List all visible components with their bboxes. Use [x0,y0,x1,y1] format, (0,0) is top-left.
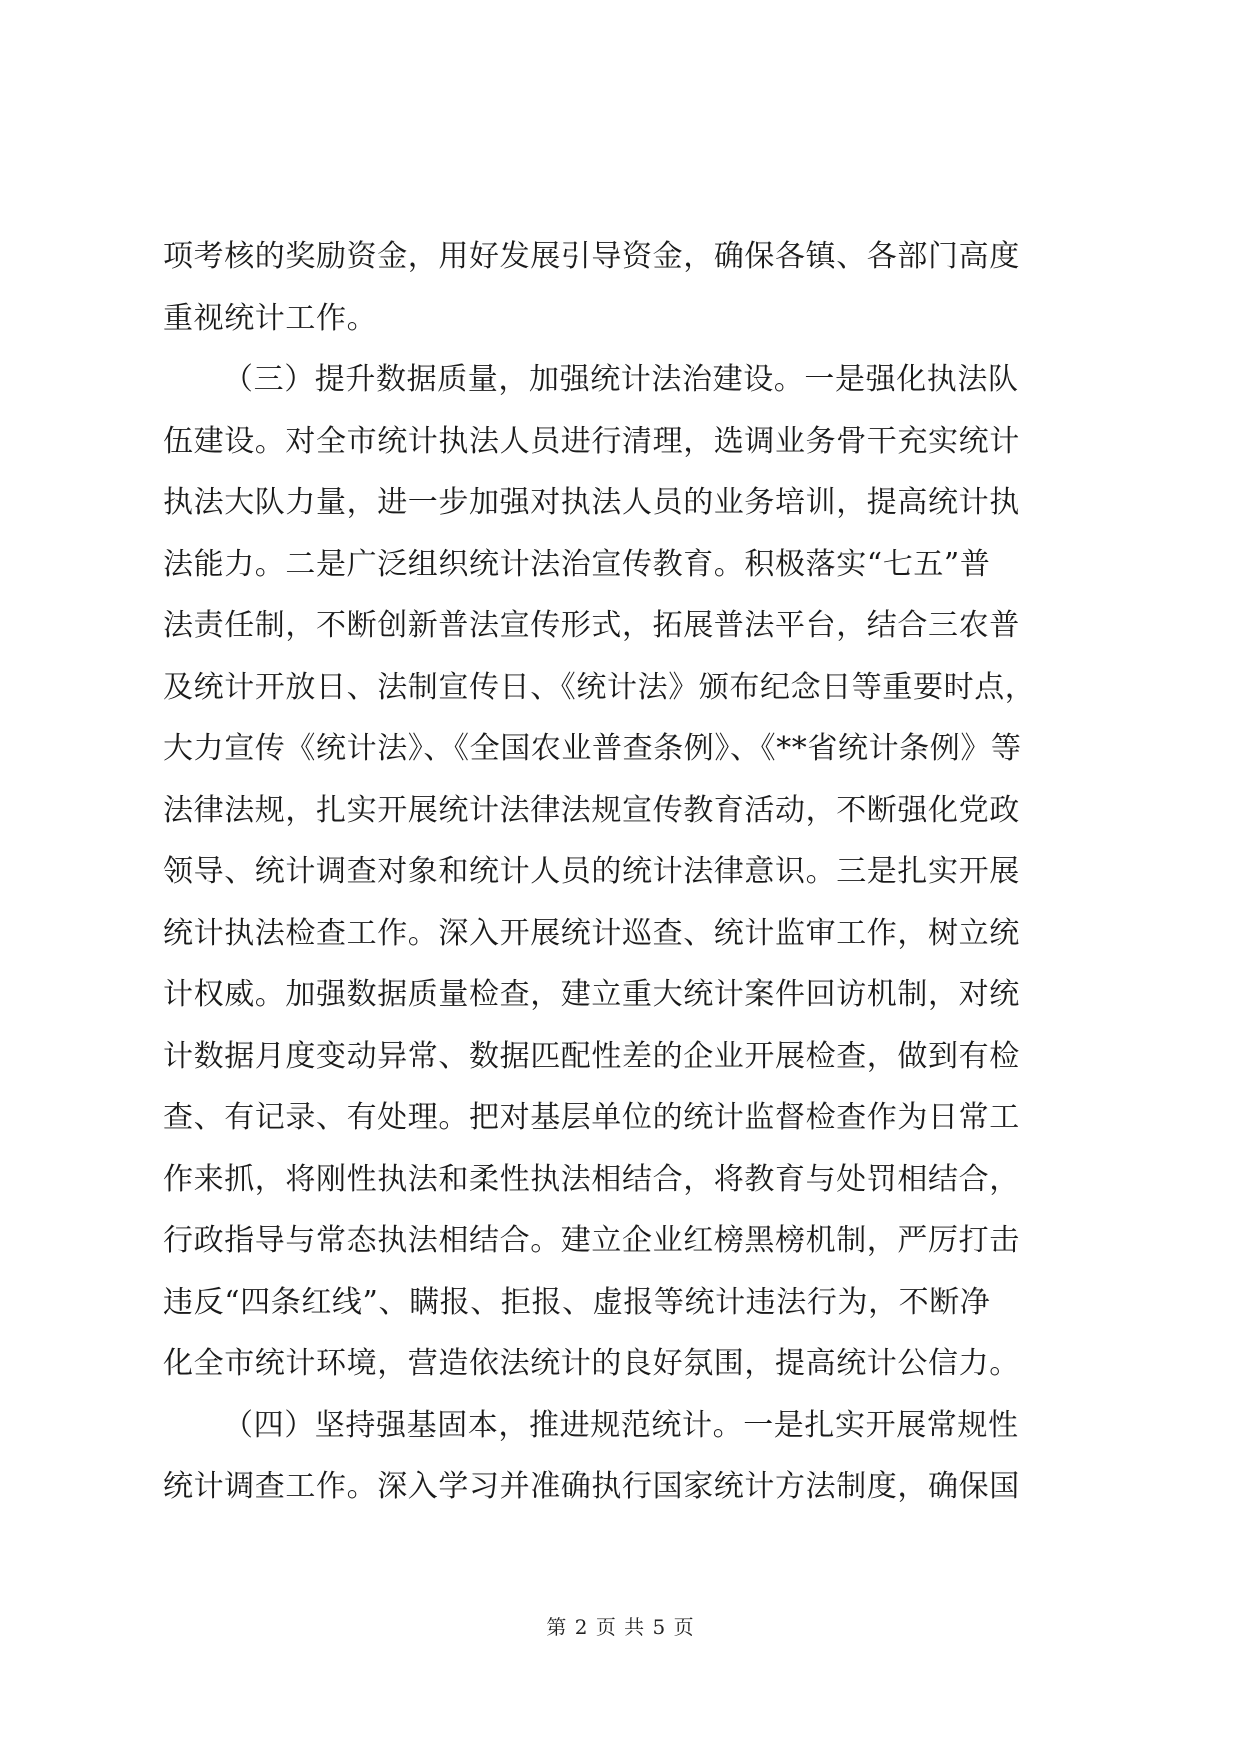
text-line: （四）坚持强基固本，推进规范统计。一是扎实开展常规性 [223,1407,1019,1443]
text-line: 法责任制，不断创新普法宣传形式，拓展普法平台，结合三农普 [163,608,1020,643]
text-line: 及统计开放日、法制宣传日、《统计法》颁布纪念日等重要时点， [163,669,1036,705]
document-body [163,226,1093,1518]
text-line: 违反“四条红线”、瞒报、拒报、虚报等统计违法行为，不断净 [163,1284,991,1320]
text-line: 伍建设。对全市统计执法人员进行清理，选调业务骨干充实统计 [163,423,1020,459]
text-line: 法能力。二是广泛组织统计法治宣传教育。积极落实“七五”普 [163,546,991,582]
text-line: 统计调查工作。深入学习并准确执行国家统计方法制度，确保国 [163,1469,1020,1504]
text-line: 大力宣传《统计法》、《全国农业普查条例》、《**省统计条例》等 [163,731,1022,766]
text-line: 法律法规，扎实开展统计法律法规宣传教育活动，不断强化党政 [163,792,1020,828]
text-line: 计数据月度变动异常、数据匹配性差的企业开展检查，做到有检 [163,1038,1020,1074]
text-line: 执法大队力量，进一步加强对执法人员的业务培训，提高统计执 [163,485,1020,520]
text-line: 项考核的奖励资金，用好发展引导资金，确保各镇、各部门高度 [163,239,1020,274]
text-line: 计权威。加强数据质量检查，建立重大统计案件回访机制，对统 [163,977,1020,1012]
text-line: 化全市统计环境，营造依法统计的良好氛围，提高统计公信力。 [163,1346,1020,1381]
page-footer: 第 2 页 共 5 页 [546,1615,695,1639]
text-line: 行政指导与常态执法相结合。建立企业红榜黑榜机制，严厉打击 [163,1223,1020,1258]
text-line: （三）提升数据质量，加强统计法治建设。一是强化执法队 [223,362,1019,397]
text-line: 领导、统计调查对象和统计人员的统计法律意识。三是扎实开展 [163,854,1020,889]
text-line: 作来抓，将刚性执法和柔性执法相结合，将教育与处罚相结合， [163,1161,1020,1197]
text-line: 统计执法检查工作。深入开展统计巡查、统计监审工作，树立统 [163,915,1020,951]
text-line: 查、有记录、有处理。把对基层单位的统计监督检查作为日常工 [163,1100,1020,1135]
text-line: 重视统计工作。 [163,300,378,336]
